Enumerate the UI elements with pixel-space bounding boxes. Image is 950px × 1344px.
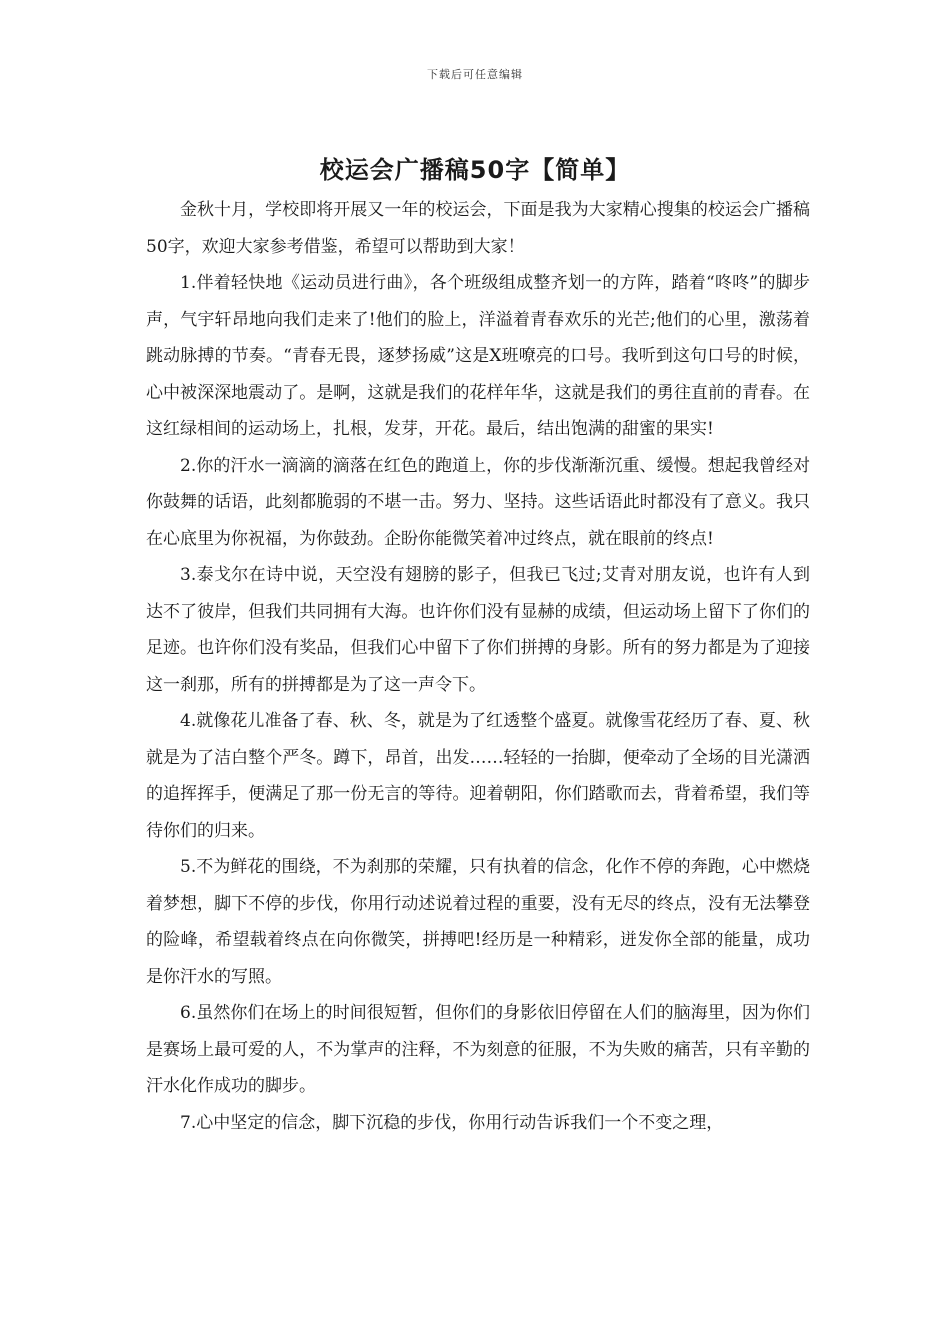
document-title: 校运会广播稿50字【简单】 (319, 156, 631, 184)
paragraph-5: 5.不为鲜花的围绕，不为刹那的荣耀，只有执着的信念，化作不停的奔跑，心中燃烧着梦想，脚下不停的步伐，你用行动述说着过程的重要，没有无尽的终点，没有无法攀登的险峰，希望载着终点在向你微笑，拼搏吧!经历是一种精彩，迸发你全部的能量，成功是你汗水的写照。 (146, 857, 810, 987)
paragraph-1: 1.伴着轻快地《运动员进行曲》，各个班级组成整齐划一的方阵，踏着“咚咚”的脚步声，气宇轩昂地向我们走来了!他们的脸上，洋溢着青春欢乐的光芒;他们的心里，激荡着跳动脉搏的节奏。“青春无畏，逐梦扬威”这是X班嘹亮的口号。我听到这句口号的时候，心中被深深地震动了。是啊，这就是我们的花样年华，这就是我们的勇往直前的青春。在这红绿相间的运动场上，扎根，发芽，开花。最后，结出饱满的甜蜜的果实! (146, 273, 810, 439)
paragraph-4: 4.就像花儿准备了春、秋、冬，就是为了红透整个盛夏。就像雪花经历了春、夏、秋就是为了洁白整个严冬。蹲下，昂首，出发……轻轻的一抬脚，便牵动了全场的目光潇洒的追挥挥手，便满足了那一份无言的等待。迎着朝阳，你们踏歌而去，背着希望，我们等待你们的归来。 (146, 711, 810, 841)
paragraph-2: 2.你的汗水一滴滴的滴落在红色的跑道上，你的步伐渐渐沉重、缓慢。想起我曾经对你鼓舞的话语，此刻都脆弱的不堪一击。努力、坚持。这些话语此时都没有了意义。我只在心底里为你祝福，为你鼓劲。企盼你能微笑着冲过终点，就在眼前的终点! (146, 455, 810, 549)
header-note: 下载后可任意编辑 (427, 68, 523, 81)
paragraph-3: 3.泰戈尔在诗中说，天空没有翅膀的影子，但我已飞过;艾青对朋友说，也许有人到达不了彼岸，但我们共同拥有大海。也许你们没有显赫的成绩，但运动场上留下了你们的足迹。也许你们没有奖品，但我们心中留下了你们拼搏的身影。所有的努力都是为了迎接这一刹那，所有的拼搏都是为了这一声令下。 (146, 565, 810, 695)
paragraph-6: 6.虽然你们在场上的时间很短暂，但你们的身影依旧停留在人们的脑海里，因为你们是赛场上最可爱的人，不为掌声的注释，不为刻意的征服，不为失败的痛苦，只有辛勤的汗水化作成功的脚步。 (146, 1003, 810, 1096)
intro-paragraph: 金秋十月，学校即将开展又一年的校运会，下面是我为大家精心搜集的校运会广播稿50字，欢迎大家参考借鉴，希望可以帮助到大家！ (146, 200, 810, 257)
paragraph-7: 7.心中坚定的信念，脚下沉稳的步伐，你用行动告诉我们一个不变之理， (180, 1112, 724, 1133)
document-body (146, 192, 810, 1141)
